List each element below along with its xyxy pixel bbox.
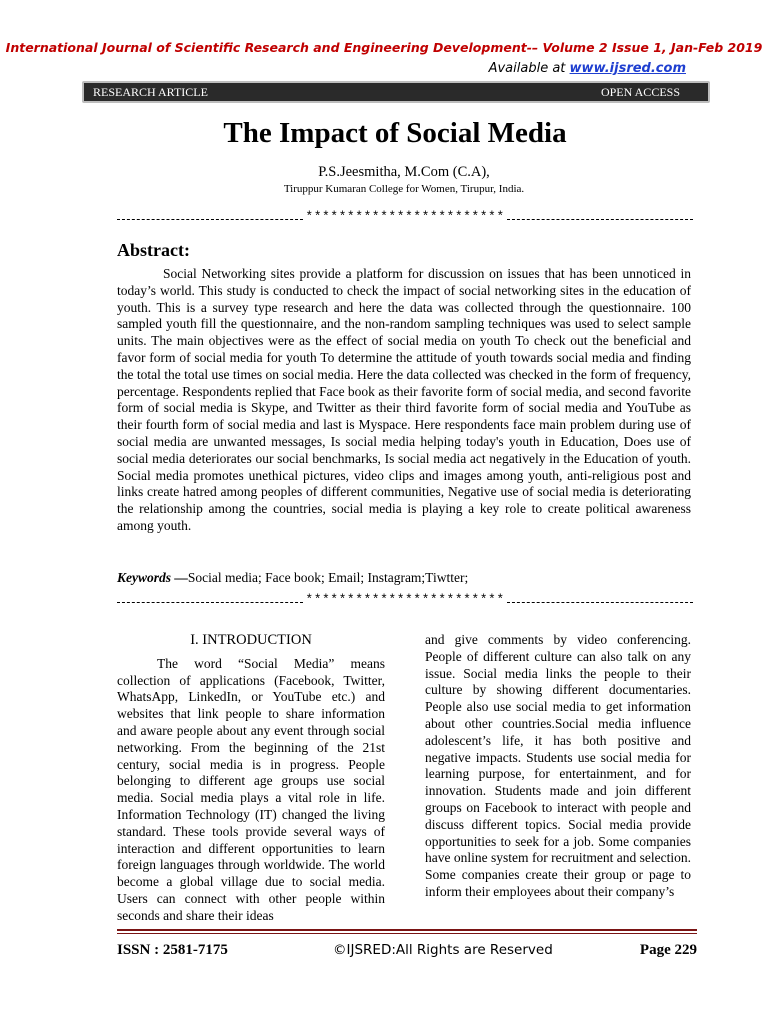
available-label: Available at (488, 61, 566, 76)
footer-issn: ISSN : 2581-7175 (117, 941, 228, 958)
keywords-text: Social media; Face book; Email; Instagram;Tiwtter; (187, 570, 469, 585)
paper-affiliation: Tiruppur Kumaran College for Women, Tirupur, India. (283, 183, 525, 195)
abstract-body: Social Networking sites provide a platform for discussion on issues that has been unnoticed in today’s world. This study is conducted to check the impact of social networking sites in the education of youth. This is a survey type research and here the data was collected through the questionnaire. 100 sampled youth fill the questionnaire, and the non-random sampling techniques was used to select sample units. The main objectives were as the effect of social media on youth To check out the beneficial and favor form of social media for youth To determine the attitude of youth towards social media and finding the total the total use times on social media. Here the data collected was checked in the form of frequency, percentage. Respondents replied that Face book as their favorite form of social media, and second favorite form of social media is Skype, and Twitter as their third favorite form of social media and YouTube as their fourth form of social media and last is Myspace. Here respondents face main problem during use of social media are unwanted messages, Is social media helping today's youth in Education, Does use of social media deteriorates our social benchmarks, Is social media act negatively in the Education of youth. Social media promotes unethical pictures, video clips and images among youth, anti-religious post and links create hatred among peoples of different communities, Negative use of social media is deteriorating the relationship among the countries, social media is playing a key role to create political awareness among youth. (117, 266, 691, 533)
paper-author: P.S.Jeesmitha, M.Com (C.A), (318, 164, 490, 180)
journal-url-link[interactable]: www.ijsred.com (569, 61, 686, 76)
article-type-banner (82, 81, 710, 103)
introduction-column-left (117, 632, 385, 925)
separator-stars: ************************ (305, 592, 505, 606)
footer-rights: ©IJSRED:All Rights are Reserved (333, 942, 553, 958)
journal-header: International Journal of Scientific Research and Engineering Development-– Volume 2 Issue 1, Jan-Feb 2019 (5, 40, 763, 55)
availability-line (489, 61, 686, 76)
footer-rule (117, 929, 697, 931)
separator-dash-left (117, 219, 303, 220)
abstract-heading: Abstract: (117, 240, 190, 260)
separator-dash-right (507, 602, 693, 603)
footer-page-number: Page 229 (639, 941, 697, 958)
keywords-label: Keywords — (117, 570, 188, 585)
separator-dash-right (507, 219, 693, 220)
introduction-column-right (425, 632, 691, 901)
separator-stars: ************************ (305, 209, 505, 223)
paper-title: The Impact of Social Media (223, 117, 567, 149)
banner-article-type: RESEARCH ARTICLE (93, 84, 208, 99)
separator-bottom (117, 592, 693, 606)
banner-access-type: OPEN ACCESS (600, 84, 680, 99)
footer-rule-thin (117, 933, 697, 934)
separator-top (117, 209, 693, 223)
separator-dash-left (117, 602, 303, 603)
introduction-heading: I. INTRODUCTION (190, 632, 312, 648)
introduction-paragraph-right: and give comments by video conferencing. People of different culture can also talk on any issue. Social media links the people to their culture by showing different documentaries. People also use social media to get information about other countries.Social media influence adolescent’s life, it has both positive and negative impacts. Students use social media for learning purpose, for entertainment, and for innovation. Students made and join different groups on Facebook to interact with people and discuss different topics. Social media provide opportunities to seek for a job. Some companies have online system for recruitment and selection. Some companies create their group or page to inform their employees about their company’s (425, 632, 691, 899)
introduction-paragraph-left: The word “Social Media” means collection of applications (Facebook, Twitter, WhatsApp, LinkedIn, or YouTube etc.) and websites that link people to share information and aware people about any event through social networking. From the beginning of the 21st century, social media is in progress. People belonging to different age groups use social media. Social media plays a vital role in life. Information Technology (IT) changed the living standard. These tools provide several ways of interaction and different opportunities to learn foreign languages through worldwide. The world become a global village due to social media. Users can connect with other people within seconds and share their ideas (117, 655, 385, 923)
keywords-line (117, 570, 691, 586)
page-footer (117, 940, 697, 960)
